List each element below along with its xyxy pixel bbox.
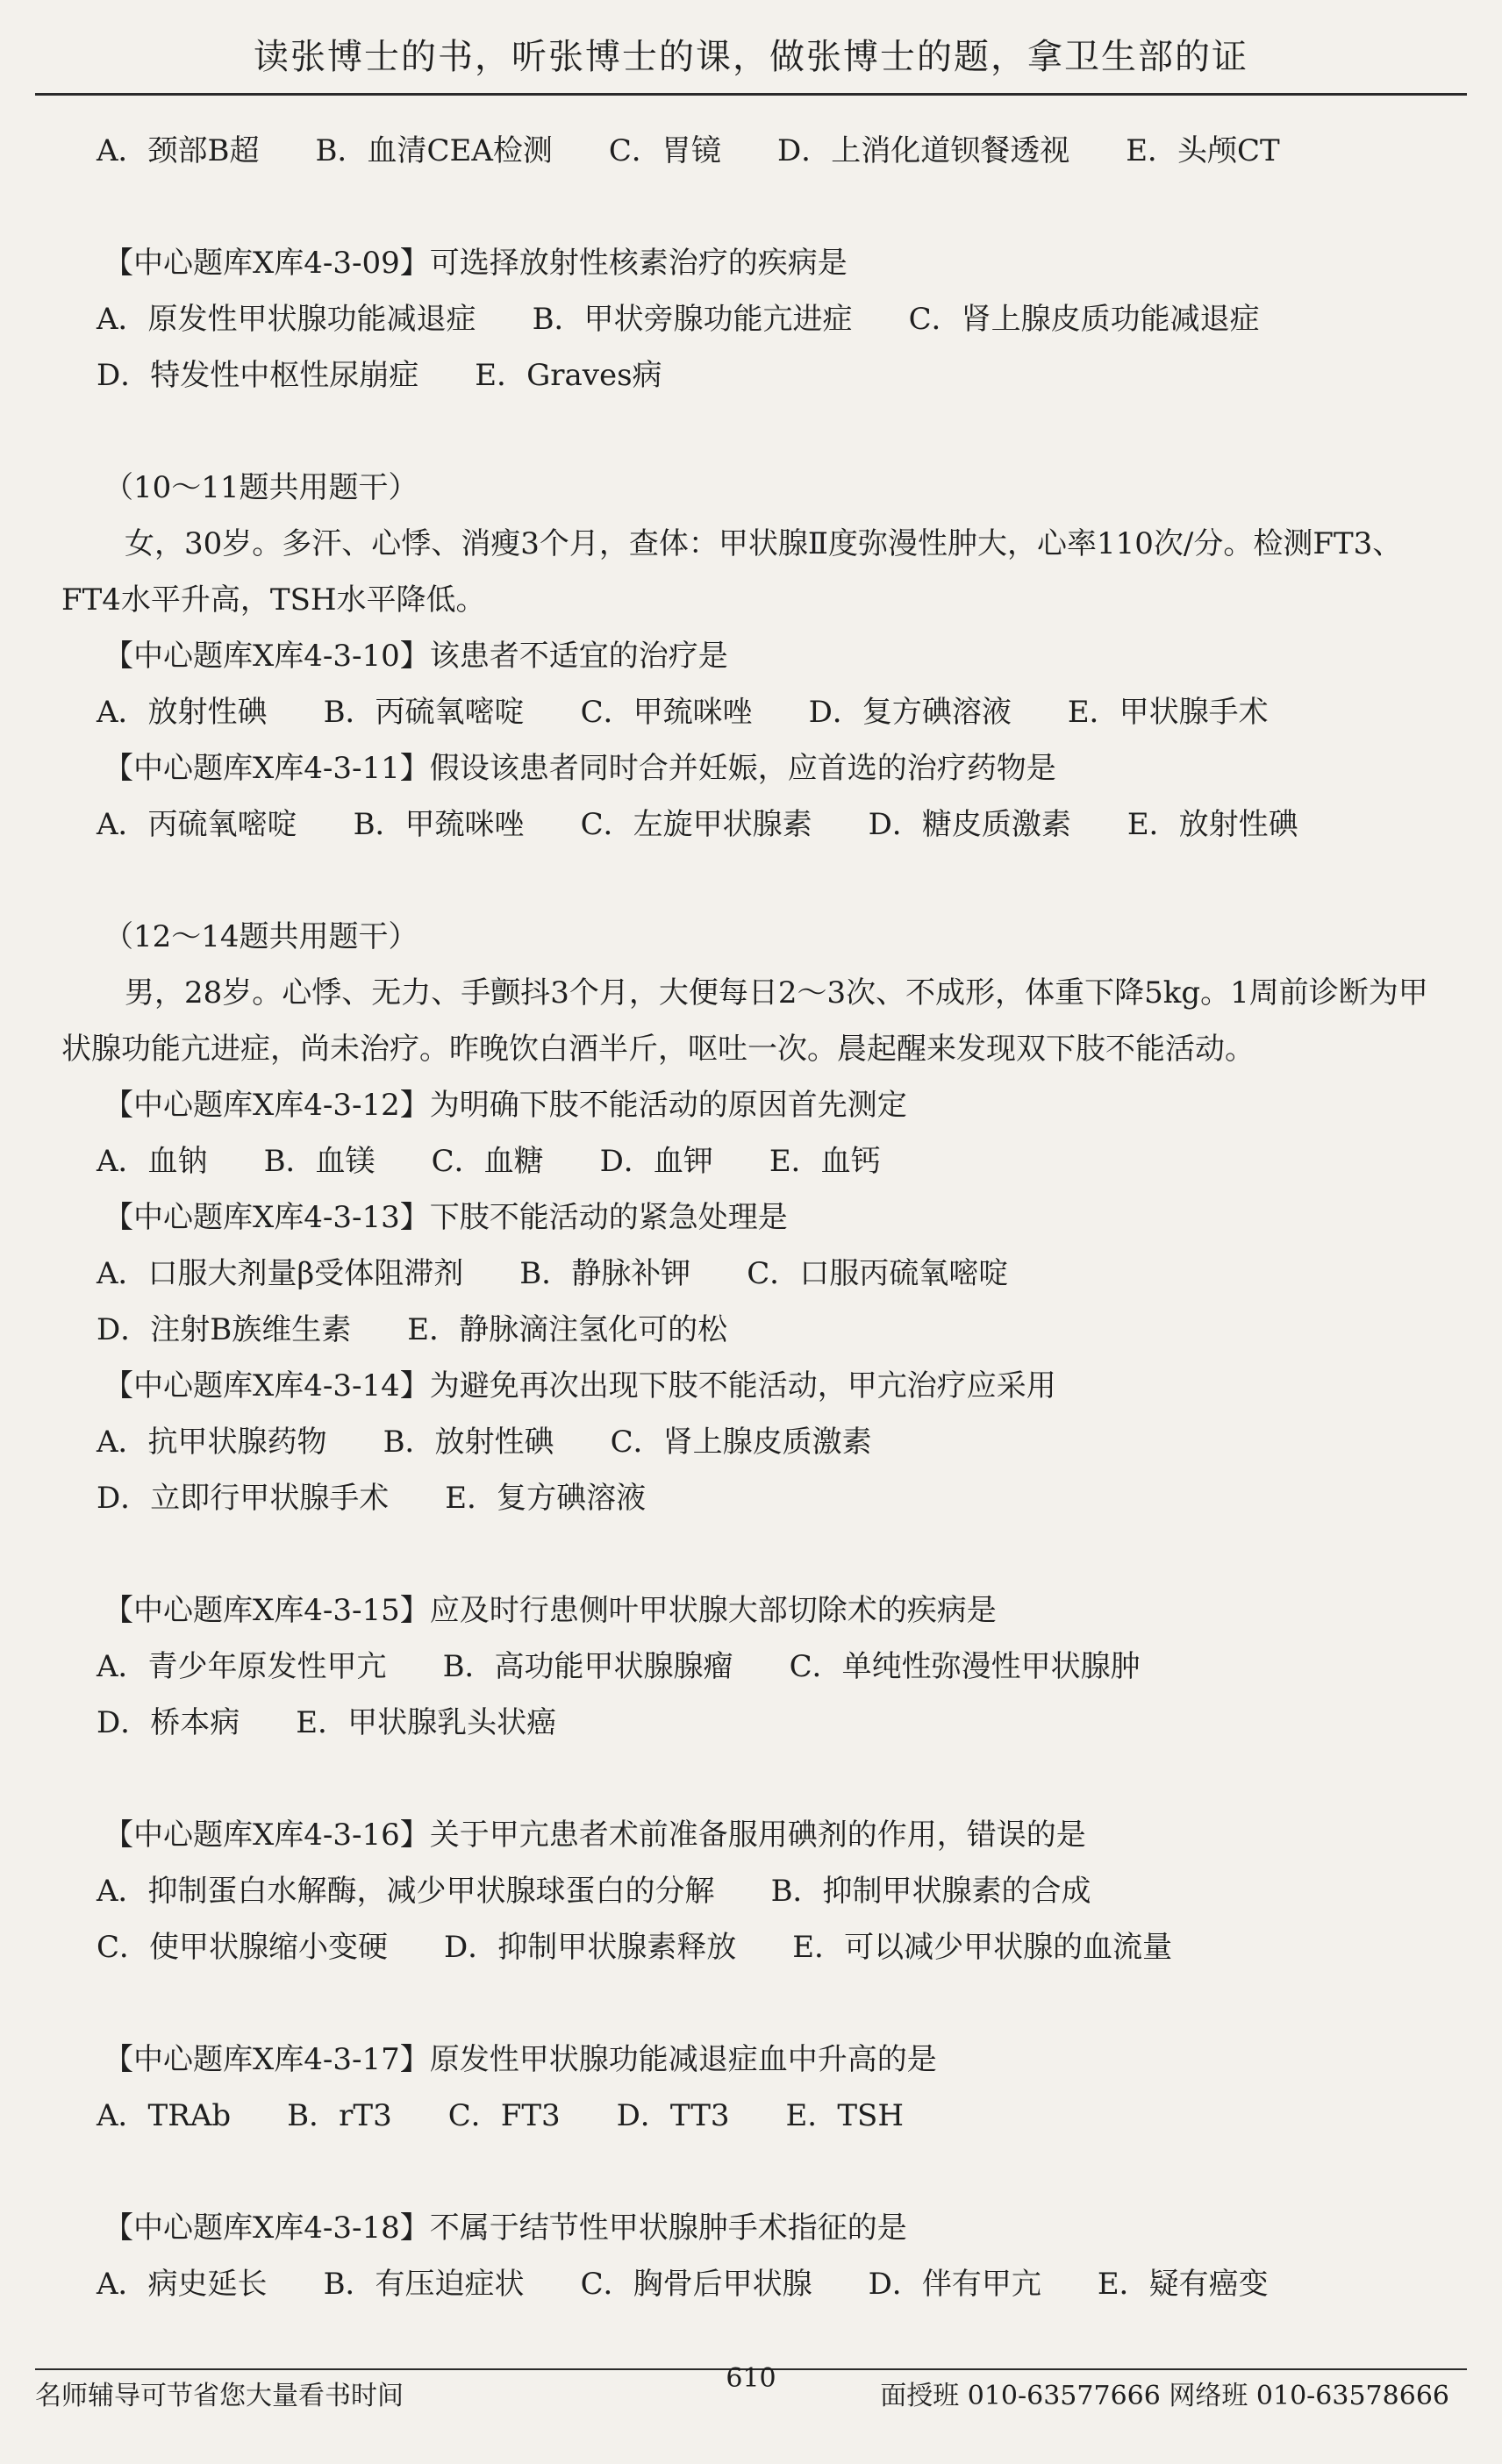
spacer [61, 1526, 1456, 1582]
option-row [61, 1639, 1456, 1695]
answer-option: D．伴有甲亢 [868, 2267, 1041, 2302]
case-description: 男，28岁。心悸、无力、手颤抖3个月，大便每日2～3次、不成形，体重下降5kg。1周前诊断为甲状腺功能亢进症，尚未治疗。昨晚饮白酒半斤，呕吐一次。晨起醒来发现双下肢不能活动。 [61, 975, 1428, 1067]
spacer [61, 1751, 1456, 1807]
answer-option: B．有压迫症状 [323, 2267, 525, 2302]
answer-option: B．甲巯咪唑 [353, 807, 525, 842]
answer-option: D．立即行甲状腺手术 [97, 1481, 390, 1516]
answer-option: A．病史延长 [97, 2267, 268, 2302]
answer-option: C．血糖 [431, 1144, 544, 1179]
question-stem: 【中心题库X库4-3-14】为避免再次出现下肢不能活动，甲亢治疗应采用 [104, 1368, 1056, 1403]
answer-option: C．肾上腺皮质激素 [610, 1425, 872, 1460]
footer-contact: 面授班 010-63577666 网络班 010-63578666 [880, 2381, 1449, 2411]
case-description: 女，30岁。多汗、心悸、消瘦3个月，查体：甲状腺Ⅱ度弥漫性肿大，心率110次/分。检测FT3、FT4水平升高，TSH水平降低。 [61, 526, 1403, 618]
answer-option: A．青少年原发性甲亢 [97, 1649, 387, 1684]
answer-option: C．胃镜 [608, 133, 721, 168]
option-row [61, 1470, 1456, 1526]
answer-option: C．口服丙硫氧嘧啶 [747, 1256, 1009, 1291]
answer-option: B．血清CEA检测 [315, 133, 553, 168]
answer-option: E．甲状腺手术 [1067, 695, 1269, 730]
question-stem: 【中心题库X库4-3-09】可选择放射性核素治疗的疾病是 [104, 246, 848, 281]
question-stem: 【中心题库X库4-3-10】该患者不适宜的治疗是 [104, 639, 728, 674]
question-stem: 【中心题库X库4-3-15】应及时行患侧叶甲状腺大部切除术的疾病是 [104, 1593, 997, 1628]
answer-option: D．抑制甲状腺素释放 [444, 1930, 737, 1965]
answer-option: C．单纯性弥漫性甲状腺肿 [789, 1649, 1141, 1684]
answer-option: A．丙硫氧嘧啶 [97, 807, 297, 842]
question-stem: 【中心题库X库4-3-13】下肢不能活动的紧急处理是 [104, 1200, 788, 1235]
answer-option: A．TRAb [97, 2098, 232, 2133]
option-row [61, 2256, 1456, 2312]
answer-option: A．抑制蛋白水解酶，减少甲状腺球蛋白的分解 [97, 1874, 715, 1909]
answer-option: B．静脉补钾 [519, 1256, 691, 1291]
question-content [61, 123, 1456, 2312]
option-row [61, 1863, 1456, 1919]
option-row [61, 1302, 1456, 1358]
answer-option: E．血钙 [769, 1144, 881, 1179]
answer-option: B．甲状旁腺功能亢进症 [532, 302, 853, 337]
answer-option: C．肾上腺皮质功能减退症 [908, 302, 1260, 337]
answer-option: E．Graves病 [475, 358, 662, 393]
answer-option: A．血钠 [97, 1144, 208, 1179]
option-row [61, 684, 1456, 740]
option-row [61, 1246, 1456, 1302]
option-row [61, 1919, 1456, 1975]
spacer [61, 2144, 1456, 2200]
answer-option: C．左旋甲状腺素 [580, 807, 812, 842]
answer-option: B．放射性碘 [383, 1425, 554, 1460]
question-stem: （12～14题共用题干） [104, 919, 418, 954]
question-stem: 【中心题库X库4-3-16】关于甲亢患者术前准备服用碘剂的作用，错误的是 [104, 1818, 1086, 1853]
spacer [61, 853, 1456, 909]
option-row [61, 1695, 1456, 1751]
spacer [61, 404, 1456, 460]
answer-option: C．胸骨后甲状腺 [580, 2267, 812, 2302]
answer-option: E．TSH [785, 2098, 904, 2133]
answer-option: E．可以减少甲状腺的血流量 [792, 1930, 1173, 1965]
answer-option: D．TT3 [616, 2098, 730, 2133]
answer-option: E．放射性碘 [1126, 807, 1298, 842]
question-stem: 【中心题库X库4-3-12】为明确下肢不能活动的原因首先测定 [104, 1088, 907, 1123]
spacer [61, 1975, 1456, 2032]
question-stem: 【中心题库X库4-3-17】原发性甲状腺功能减退症血中升高的是 [104, 2042, 937, 2077]
option-row [61, 123, 1456, 179]
answer-option: D．复方碘溶液 [808, 695, 1012, 730]
answer-option: B．rT3 [287, 2098, 392, 2133]
answer-option: E．甲状腺乳头状癌 [296, 1705, 557, 1740]
question-stem: 【中心题库X库4-3-18】不属于结节性甲状腺肿手术指征的是 [104, 2210, 907, 2246]
answer-option: B．高功能甲状腺腺瘤 [442, 1649, 733, 1684]
answer-option: D．特发性中枢性尿崩症 [97, 358, 419, 393]
option-row [61, 2088, 1456, 2144]
answer-option: A．原发性甲状腺功能减退症 [97, 302, 476, 337]
answer-option: A．放射性碘 [97, 695, 268, 730]
option-row [61, 1133, 1456, 1189]
answer-option: B．抑制甲状腺素的合成 [770, 1874, 1091, 1909]
answer-option: B．丙硫氧嘧啶 [323, 695, 525, 730]
question-stem: （10～11题共用题干） [104, 470, 418, 505]
answer-option: D．注射B族维生素 [97, 1312, 352, 1347]
answer-option: C．FT3 [447, 2098, 561, 2133]
page-header: 读张博士的书，听张博士的课，做张博士的题，拿卫生部的证 [35, 21, 1467, 96]
answer-option: E．头颅CT [1126, 133, 1280, 168]
answer-option: E．静脉滴注氢化可的松 [407, 1312, 728, 1347]
answer-option: D．糖皮质激素 [868, 807, 1071, 842]
answer-option: D．血钾 [599, 1144, 713, 1179]
footer-slogan: 名师辅导可节省您大量看书时间 [35, 2381, 404, 2411]
answer-option: E．复方碘溶液 [445, 1481, 647, 1516]
answer-option: C．使甲状腺缩小变硬 [97, 1930, 389, 1965]
answer-option: A．颈部B超 [97, 133, 260, 168]
answer-option: D．桥本病 [97, 1705, 240, 1740]
page-number: 610 [726, 2363, 776, 2394]
answer-option: A．口服大剂量β受体阻滞剂 [97, 1256, 464, 1291]
page-footer [35, 2363, 1467, 2423]
question-stem: 【中心题库X库4-3-11】假设该患者同时合并妊娠，应首选的治疗药物是 [104, 751, 1056, 786]
answer-option: E．疑有癌变 [1097, 2267, 1269, 2302]
option-row [61, 796, 1456, 853]
answer-option: C．甲巯咪唑 [580, 695, 753, 730]
option-row [61, 1414, 1456, 1470]
answer-option: A．抗甲状腺药物 [97, 1425, 327, 1460]
option-row [61, 347, 1456, 404]
spacer [61, 179, 1456, 235]
answer-option: B．血镁 [263, 1144, 376, 1179]
option-row [61, 291, 1456, 347]
answer-option: D．上消化道钡餐透视 [776, 133, 1070, 168]
